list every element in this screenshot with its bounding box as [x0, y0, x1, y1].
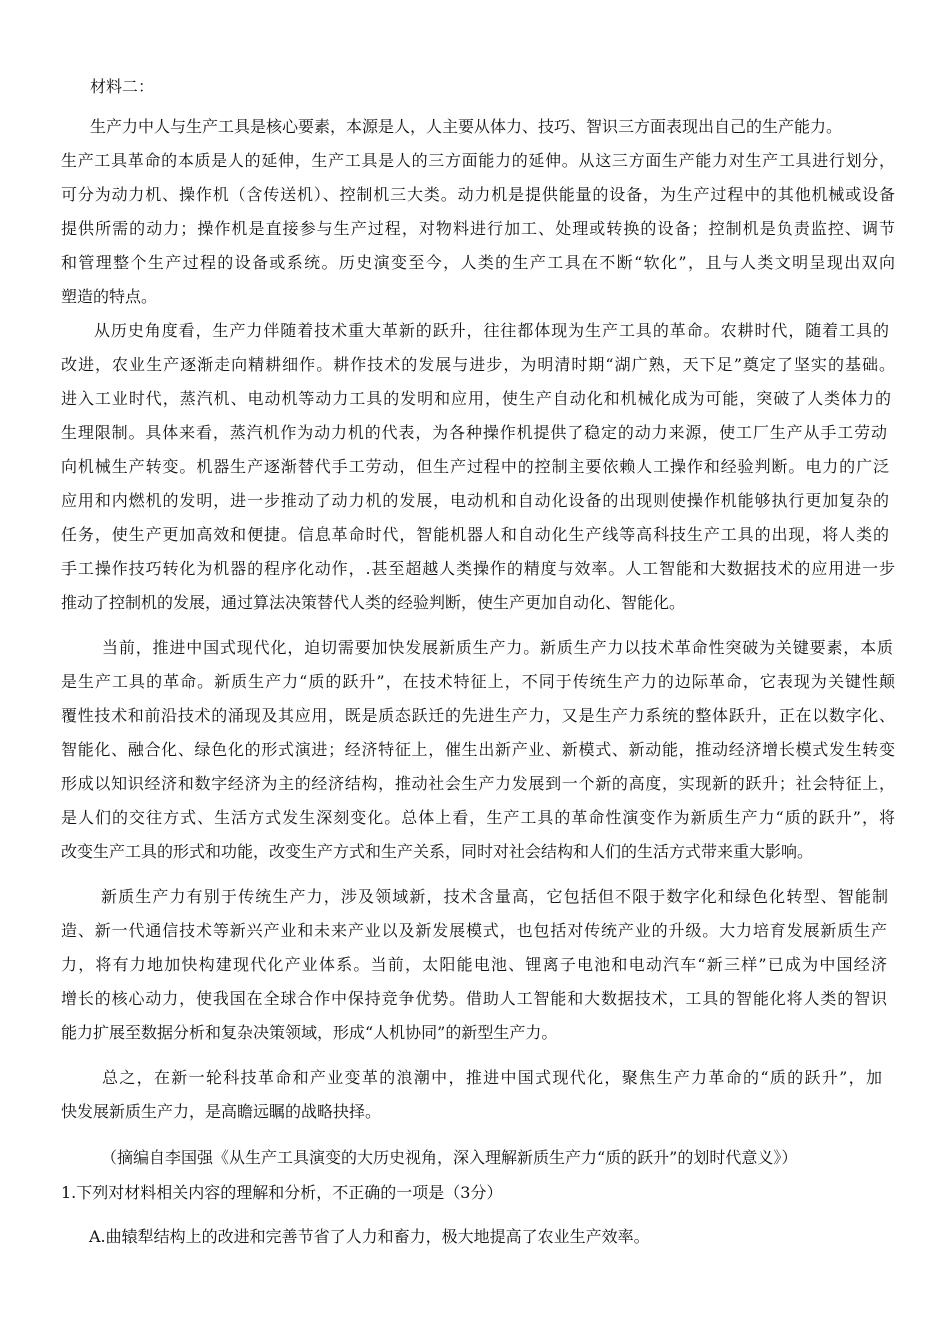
source-citation: （摘编自李国强《从生产工具演变的大历史视角，深入理解新质生产力“质的跃升”的划时代意义》）: [101, 1148, 798, 1167]
paragraph-4-line-2: 造、新一代通信技术等新兴产业和未来产业以及新发展模式，也包括对传统产业的升级。大力培育发展新质生产: [61, 921, 887, 940]
paragraph-2-line-3: 进入工业时代，蒸汽机、电动机等动力工具的发明和应用，使生产自动化和机械化成为可能，突破了人类体力的: [61, 389, 891, 408]
material-heading: 材料二：: [90, 77, 155, 96]
paragraph-2-line-4: 生理限制。具体来看，蒸汽机作为动力机的代表，为各种操作机提供了稳定的动力来源，使工厂生产从手工劳动: [61, 423, 887, 442]
paragraph-1-line-3: 可分为动力机、操作机（含传送机）、控制机三大类。动力机是提供能量的设备，为生产过程中的其他机械或设备: [61, 185, 895, 204]
paragraph-2-line-5: 向机械生产转变。机器生产逐渐替代手工劳动，但生产过程中的控制主要依赖人工操作和经验判断。电力的广泛: [61, 457, 889, 476]
paragraph-1-line-5: 和管理整个生产过程的设备或系统。历史演变至今，人类的生产工具在不断“软化”，且与人类文明呈现出双向: [61, 253, 895, 272]
paragraph-4-line-5: 能力扩展至数据分析和复杂决策领域，形成“人机协同”的新型生产力。: [61, 1023, 558, 1042]
paragraph-4-line-4: 增长的核心动力，使我国在全球合作中保持竞争优势。借助人工智能和大数据技术，工具的智能化将人类的智识: [61, 989, 887, 1008]
paragraph-2-line-9: 推动了控制机的发展，通过算法决策替代人类的经验判断，使生产更加自动化、智能化。: [61, 593, 686, 612]
paragraph-2-line-8: 手工操作技巧转化为机器的程序化动作，.甚至超越人类操作的精度与效率。人工智能和大数据技术的应用进一步: [61, 559, 895, 578]
paragraph-1-line-4: 提供所需的动力；操作机是直接参与生产过程，对物料进行加工、处理或转换的设备；控制机是负责监控、调节: [61, 219, 895, 238]
question-option-a: A.曲辕犁结构上的改进和完善节省了人力和畜力，极大地提高了农业生产效率。: [89, 1227, 650, 1246]
paragraph-2-line-6: 应用和内燃机的发明，进一步推动了动力机的发展，电动机和自动化设备的出现则使操作机能够执行更加复杂的: [61, 491, 889, 510]
paragraph-4-line-3: 力，将有力地加快构建现代化产业体系。当前，太阳能电池、锂离子电池和电动汽车“新三样”已成为中国经济: [61, 955, 887, 974]
paragraph-5-line-1: 总之，在新一轮科技革命和产业变革的浪潮中，推进中国式现代化，聚焦生产力革命的“质的跃升”，加: [102, 1068, 882, 1087]
paragraph-5-line-2: 快发展新质生产力，是高瞻远瞩的战略抉择。: [61, 1102, 382, 1121]
paragraph-3-line-5: 形成以知识经济和数字经济为主的经济结构，推动社会生产力发展到一个新的高度，实现新的跃升；社会特征上，: [61, 774, 895, 793]
paragraph-2-line-2: 改进，农业生产逐渐走向精耕细作。耕作技术的发展与进步，为明清时期“湖广熟，天下足”奠定了坚实的基础。: [61, 355, 895, 374]
paragraph-3-line-4: 智能化、融合化、绿色化的形式演进；经济特征上，催生出新产业、新模式、新动能，推动经济增长模式发生转变: [61, 740, 895, 759]
paragraph-1-line-6: 塑造的特点。: [61, 287, 158, 306]
paragraph-3-line-2: 是生产工具的革命。新质生产力“质的跃升”，在技术特征上，不同于传统生产力的边际革命，它表现为关键性颠: [61, 672, 895, 691]
paragraph-3-line-3: 覆性技术和前沿技术的涌现及其应用，既是质态跃迁的先进生产力，又是生产力系统的整体跃升，正在以数字化、: [61, 706, 895, 725]
paragraph-3-line-1: 当前，推进中国式现代化，迫切需要加快发展新质生产力。新质生产力以技术革命性突破为关键要素，本质: [102, 638, 893, 657]
paragraph-2-line-1: 从历史角度看，生产力伴随着技术重大革新的跃升，往往都体现为生产工具的革命。农耕时代，随着工具的: [94, 321, 889, 340]
paragraph-4-line-1: 新质生产力有别于传统生产力，涉及领域新，技术含量高，它包括但不限于数字化和绿色化转型、智能制: [101, 887, 888, 906]
question-stem: 1.下列对材料相关内容的理解和分析，不正确的一项是（3分）: [61, 1183, 503, 1202]
paragraph-1-line-1: 生产力中人与生产工具是核心要素，本源是人，人主要从体力、技巧、智识三方面表现出自己的生产能力。: [90, 117, 843, 136]
paragraph-1-line-2: 生产工具革命的本质是人的延伸，生产工具是人的三方面能力的延伸。从这三方面生产能力对生产工具进行划分，: [61, 151, 895, 170]
paragraph-2-line-7: 任务，使生产更加高效和便捷。信息革命时代，智能机器人和自动化生产线等高科技生产工具的出现，将人类的: [61, 525, 889, 544]
paragraph-3-line-6: 是人们的交往方式、生活方式发生深刻变化。总体上看，生产工具的革命性演变作为新质生产力“质的跃升”，将: [61, 808, 895, 827]
paragraph-3-line-7: 改变生产工具的形式和功能，改变生产方式和生产关系，同时对社会结构和人们的生活方式带来重大影响。: [61, 842, 814, 861]
